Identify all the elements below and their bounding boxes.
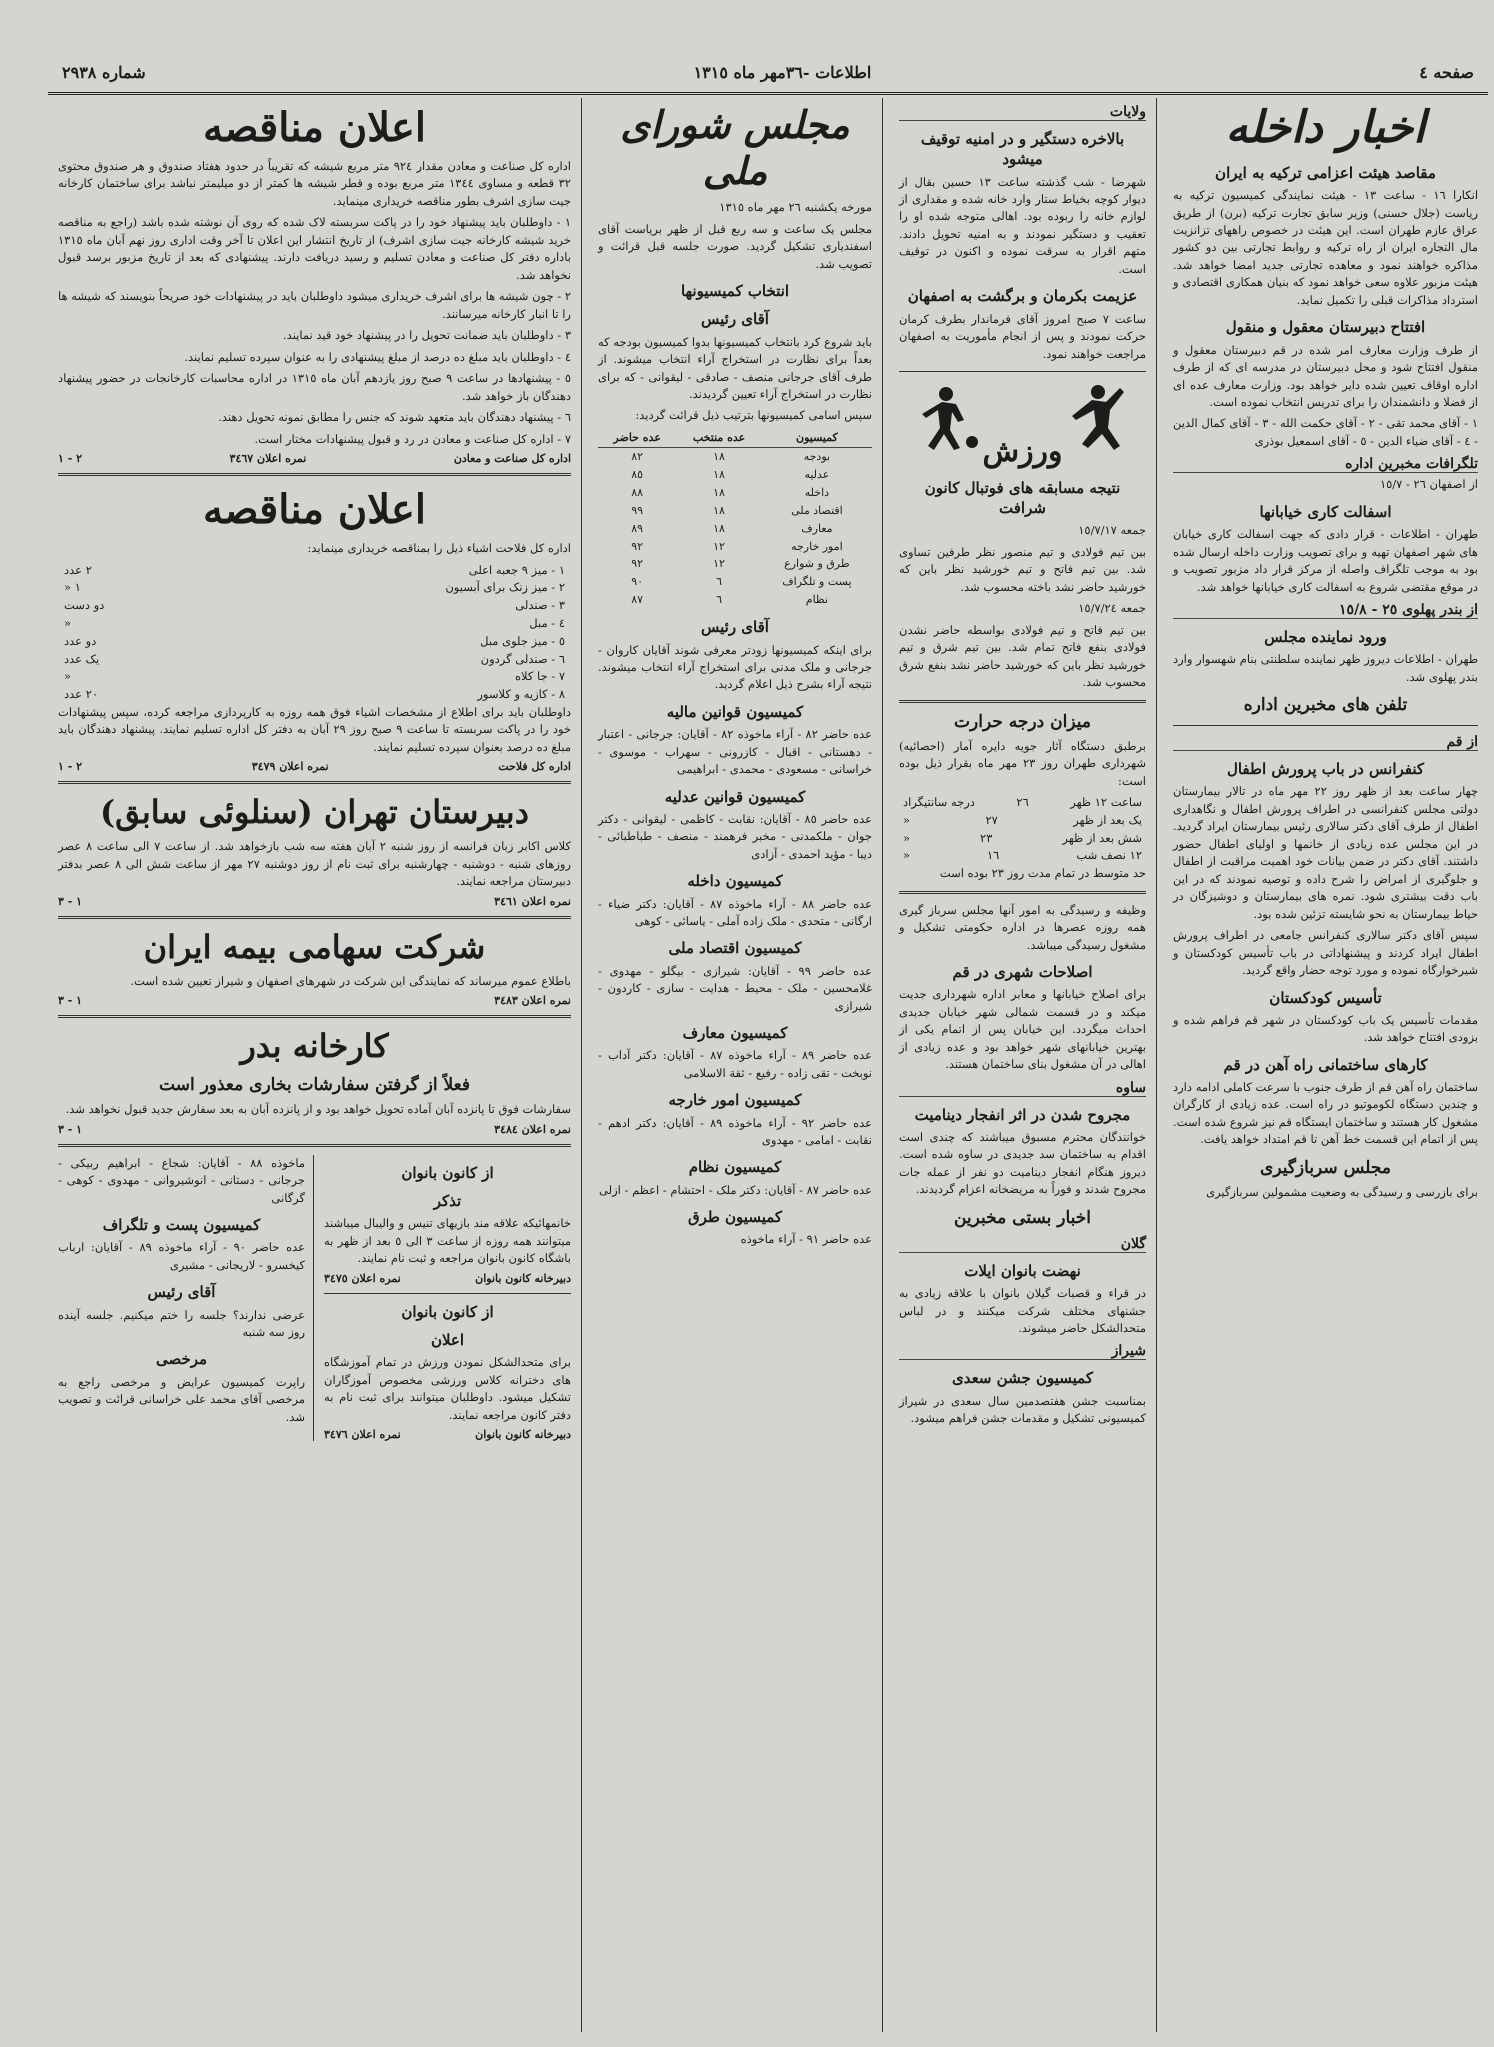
ad-number: نمره اعلان ٣٤٨٤	[494, 1122, 571, 1136]
ad-body: سفارشات فوق تا پانزده آبان آماده تحویل خواهد بود و از پانزده آبان به بعد سفارش جدید قبول نخواهد شد.	[65, 1102, 571, 1117]
issue-number: شماره ٢٩٣٨	[62, 62, 146, 82]
ad-count: ٢ - ١	[58, 452, 83, 466]
headline: کمیسیون طرق	[687, 1208, 783, 1227]
ad-title: کارخانه بدر	[240, 1027, 389, 1066]
section-label: گلان	[899, 1236, 1146, 1253]
table-row: بودجه ١٨ ٨٢	[631, 449, 831, 463]
dateline: مورخه یکشنبه ٢٦ مهر ماه ١٣١٥	[719, 200, 872, 215]
headline: کمیسیون پست و تلگراف	[102, 1216, 261, 1235]
section-label: ساوه	[899, 1080, 1146, 1097]
headline: کنفرانس در باب پرورش اطفال	[1226, 760, 1425, 779]
divider	[58, 916, 571, 919]
ad-clause: ٧ - اداره کل صناعت و معادن در رد و قبول پیشنهادات مختار است.	[254, 431, 571, 446]
dateline: جمعه ١٥/٧/١٧	[1078, 523, 1146, 538]
article-body: برطبق دستگاه آثار جویه دایره آمار (احصائیه) شهرداری طهران روز ٢٣ مهر ماه بقرار ذیل بوده است:	[899, 738, 1147, 788]
headline: بالاخره دستگیر و در امنیه توقیف میشود	[920, 130, 1125, 169]
article-body: طهران - اطلاعات دیروز ظهر نماینده سلطنتی بنام شهسوار وارد بندر پهلوی شد.	[1173, 652, 1478, 684]
table-row: معارف ١٨ ٨٩	[631, 521, 833, 535]
speaker-name: آقای رئیس	[701, 618, 769, 637]
domestic-news-column	[1163, 98, 1488, 2032]
section-label: شیراز	[899, 1343, 1146, 1360]
article-body: در قراء و قصبات گیلان بانوان با علاقه زیادی به جشنهای مختلف شرکت میکنند و در لباس متحدالشکل حاضر میشوند.	[899, 1286, 1146, 1335]
ad-title: از کانون بانوان	[401, 1163, 494, 1182]
speaker-name: آقای رئیس	[147, 1283, 216, 1302]
article-body: بین تیم فاتح و تیم فولادی بواسطه حاضر نشدن فولادی بنفع فاتح تمام شد. بین تیم شرق و تیم خورشید نظر باین که خورشید حاضر نشد بنفع شرق محسوب شد.	[899, 622, 1146, 690]
article-body: بمناسبت جشن هفتصدمین سال سعدی در شیراز کمیسیونی تشکیل و مقدمات جشن فراهم میشود.	[899, 1393, 1146, 1426]
ad-body: داوطلبان باید برای اطلاع از مشخصات اشیاء فوق همه روزه به کارپردازی مراجعه کرده، سپس پیشنهادات خود را در پاکت سربسته تا ساعت ٩ صبح روز ٢٩ آبان به دفتر کل اداره تسلیم نمایند. پیشنهاد دهندگان باید مبلغ ده درصد بعنوان سپرده تسلیم نمایند.	[58, 705, 572, 754]
ad-clause: ٥ - پیشنهادها در ساعت ٩ صبح روز یازدهم آبان ماه ١٣١٥ در اداره محاسبات کارخانجات در حضور پیشنهاد دهندگان باز خواهد شد.	[58, 371, 571, 403]
headline: تأسیس کودکستان	[1269, 988, 1382, 1007]
temperature-row: یک بعد از ظهر ٢٧ «	[903, 812, 1142, 827]
article-body: عده حاضر ٨٧ - آقایان: دکتر ملک - احتشام - اعظم - ازلی	[599, 1182, 872, 1197]
parliament-continuation	[58, 1155, 314, 1441]
ad-subtitle: فعلاً از گرفتن سفارشات بخاری معذور است	[159, 1075, 470, 1096]
domestic-news-masthead: اخبار داخله	[1225, 102, 1426, 153]
headline: افتتاح دبیرستان معقول و منقول	[1225, 318, 1426, 337]
table-row: داخله ١٨ ٨٨	[631, 485, 830, 499]
temperature-table	[899, 794, 1146, 865]
womens-club-notices	[324, 1155, 571, 1441]
headline: مجلس سربازگیری	[1260, 1157, 1391, 1178]
ad-clause: ٢ - چون شیشه ها برای اشرف خریداری میشود داوطلبان باید در پیشنهادات خود صریحاً بنویسند که شیشه ها را تا انبار کارخانه میرسانند.	[58, 289, 571, 321]
section-label: تلگرافات مخبرین اداره	[1173, 456, 1478, 473]
ad-number: نمره اعلان ٣٤٧٩	[251, 760, 329, 774]
ad-title: شرکت سهامی بیمه ایران	[143, 927, 486, 966]
item-list	[58, 562, 571, 705]
article-body: عده حاضر ٨٥ - آقایان: نقابت - کاظمی - لیقوانی - دکتر جوان - ملکمدنی - مخبر فرهمند - منصف - طباطبائی - دیبا - مؤید احمدی - آزادی	[598, 811, 872, 861]
advertisements-column	[48, 98, 582, 2032]
article-body: وظیفه و رسیدگی به امور آنها مجلس سرباز گیری همه روزه عصرها در اداره حکومتی تشکیل و مشغول رسیدگی میباشد.	[899, 902, 1146, 952]
ad-number: نمره اعلان ٣٤٨٣	[494, 994, 571, 1008]
ad-footer	[58, 895, 571, 908]
table-header-row: کمیسیون عده منتخب عده حاضر	[598, 429, 872, 447]
article-body: ساختمان راه آهن قم از طرف جنوب با سرعت کاملی ادامه دارد و چندین دستگاه لکوموتیو در راه است. عده زیادی از کارگران مشغول کار هستند و ساختمان ایستگاه قم نیز شروع شده است. پس از اتمام این قسمت خط آهن تا قم امتداد خواهد یافت.	[1173, 1079, 1478, 1147]
ad-count: ١ - ٣	[58, 1122, 83, 1136]
article-body: طهران - اطلاعات - قرار دادی که جهت اسفالت کاری خیابان های شهر اصفهان تهیه و برای تصویب وزارت داخله ارسال شده بود به موجب تلگراف واصله از مرکز قرار داد مزبور تصویب و در موقع مقتضی شروع به اسفالت کاری خیابانها خواهد شد.	[1173, 527, 1478, 594]
article-body: راپرت کمیسیون عرایض و مرخصی راجع به مرخصی آقای محمد علی خراسانی قرائت و تصویب شد.	[58, 1374, 305, 1424]
headline: کمیسیون قوانین مالیه	[666, 702, 804, 721]
ad-title: اعلان مناقصه	[202, 104, 427, 151]
headline: تلفن های مخبرین اداره	[1243, 695, 1408, 716]
headline: کمیسیون معارف	[682, 1024, 788, 1043]
ad-number: نمره اعلان ٣٤٧٥	[324, 1271, 401, 1285]
divider	[324, 1293, 571, 1294]
list-item: ٣ - صندلی دو دست	[64, 598, 565, 613]
section-label: از بندر پهلوی ٢٥ - ١٥/٨	[1173, 602, 1478, 619]
headline: نتیجه مسابقه های فوتبال کانون شرافت	[924, 478, 1121, 518]
list-item: ٥ - میز جلوی مبل دو عدد	[64, 633, 565, 648]
article-body: برای بازرسی و رسیدگی به وضعیت مشمولین سربازگیری	[1206, 1184, 1478, 1199]
headline: کمیسیون قوانین عدلیه	[664, 787, 806, 806]
article-body: برای اصلاح خیابانها و معابر اداره شهرداری جدیت میکند و در قسمت شمالی شهر خیابان جدیدی احداث میگردد. این خیابان پس از اتمام یکی از بهترین خیابانهای شهر خواهد بود و عده زیادی از اهالی در آن مشغول بنای ساختمان هستند.	[899, 987, 1146, 1072]
headline: عزیمت بکرمان و برگشت به اصفهان	[907, 287, 1138, 306]
article-body: سپس آقای دکتر سالاری کنفرانس جامعی در اطراف پرورش اطفال ایراد کردند و پیشنهاداتی در باب تأسیس کودکستان و شیرخوارگاه نموده و مورد توجه حضار واقع گردید.	[1173, 928, 1478, 978]
article-body: عده حاضر ٩١ - آراء ماخوذه	[740, 1232, 872, 1247]
headline: اخبار بستی مخبرین	[953, 1207, 1092, 1228]
article-body: مجلس یک ساعت و سه ربع قبل از ظهر بریاست آقای اسفندیاری تشکیل گردید. صورت جلسه قبل قرائت و تصویب شد.	[598, 221, 872, 271]
ad-clause: ١ - داوطلبان باید پیشنهاد خود را در پاکت سربسته لاک شده که روی آن نوشته شده باشد (راجع به مناقصه خرید شیشه کارخانه جیت سازی اشرف) از تاریخ انتشار این اعلان تا آخر وقت اداری روز نهم آبان ماه ١٣١٥ باداره دفتر کل صناعت و معادن تسلیم و رسید دریافت دارند. پیشنهادی که بعد از تاریخ مزبور برسد قبول نخواهد شد.	[58, 215, 571, 282]
article-body: باید شروع کرد بانتخاب کمیسیونها بدوا کمیسیون بودجه که بعداً برای نظارت در استخراج آراء انتخاب میشوند. از طرف آقای جرجانی منصف - صادقی - لیقوانی - که برای نظارت در استخراج آراء تعیین گردیدند.	[598, 334, 872, 401]
list-item: ٢ - میز زنک برای آبسیون ١ «	[64, 580, 565, 595]
divider	[1173, 725, 1478, 726]
headline: مرخصی	[155, 1350, 208, 1369]
ad-count: ٢ - ١	[58, 760, 83, 774]
ad-body: اداره کل صناعت و معادن مقدار ٩٢٤ متر مربع شیشه که تقریباً در حدود هفتاد صندوق و هر صندوق محتوی ٣٢ قطعه و مساوی ١٣٤٤ متر مربع بوده و قطر شیشه ها کمتر از دو میلیمتر نباشد برای ساختمان کارخانه جیت سازی اشرف بطور مناقصه خریداری مینماید.	[58, 159, 571, 208]
issue-date: اطلاعات -٣٦مهر ماه ١٣١٥	[693, 62, 872, 82]
article-body: عده حاضر ٨٢ - آراء ماخوذه ٨٢ - آقایان: جرجانی - اعتبار - دهستانی - اقبال - کازرونی - سهراب - موسوی - خراسانی - مسعودی - محمدی - ابراهیمی	[598, 727, 872, 777]
commission-table	[598, 429, 872, 609]
section-label: ولایات	[899, 104, 1146, 121]
section-label: از قم	[1173, 734, 1478, 751]
ad-clause: ٦ - پیشنهاد دهندگان باید متعهد شوند که جنس را مطابق نمونه تحویل دهند.	[218, 410, 571, 425]
article-body: ماخوذه ٨٨ - آقایان: شجاع - ابراهیم ربیکی - جرجانی - دستانی - انوشیروانی - مهدوی - کوهی - گرگانی	[58, 1155, 305, 1205]
ad-subtitle: اعلان	[430, 1330, 465, 1349]
parliament-masthead: مجلس شورای ملی	[620, 102, 850, 193]
temperature-row: شش بعد از ظهر ٢٣ «	[903, 830, 1142, 845]
ad-number: نمره اعلان ٣٤٦٧	[229, 452, 307, 466]
ad-body: باطلاع عموم میرساند که نمایندگی این شرکت در شهرهای اصفهان و شیراز تعیین شده است.	[130, 973, 571, 988]
ad-signature: دبیرخانه کانون بانوان	[475, 1427, 571, 1441]
headline: کارهای ساختمانی راه آهن در قم	[1223, 1055, 1428, 1074]
article-body: خوانندگان محترم مسبوق میباشند که چندی است اقدام به ساختمان سد جدیدی در ساوه شده است. دیروز هنگام انفجار دینامیت دو نفر از عمله جات مجروح شدند و فوراً به مریضخانه اعزام گردیدند.	[899, 1130, 1146, 1197]
article-body: برای اینکه کمیسیونها زودتر معرفی شوند آقایان کاروان - جرجانی و ملک مدنی برای استخراج آراء انتخاب میشوند. نتیجه آراء بشرح ذیل اعلام گردید.	[598, 642, 872, 692]
ad-body: اداره کل فلاحت اشیاء ذیل را بمناقصه خریداری مینماید:	[307, 541, 571, 556]
ad-body: کلاس اکابر زبان فرانسه از روز شنبه ٢ آبان هفته سه شب بازخواهد شد. از ساعت ٧ الی ساعت ٨ عصر روزهای شنبه - دوشنبه - چهارشنبه برای ثبت نام از روز دوشنبه ٢٧ مهر از ساعت شش الی ٨ عصر بدفتر دبیرستان مراجعه نمایند.	[58, 839, 572, 889]
article-body: انکارا ١٦ - ساعت ١٣ - هیئت نمایندگی کمیسیون ترکیه به ریاست (جلال حسنی) وزیر سابق تجارت ترکیه (برن) از طریق عراق عازم طهران است. این هیئت در خصوص راههای تزانزیت مال التجاره ایران از راه ترکیه و روابط تجارتی بین دو کشور مذاکره خواهند نمود و معاهده تجارتی جدید امضا خواهد شد. هیئت مزبور علاوه سعی خواهد نمود که بنیان همکاری اقتصادی و استرداد مذاکرات قبلی را تکمیل نماید.	[1173, 188, 1479, 307]
article-body: عده حاضر ٨٩ - آراء ماخوذه ٨٧ - آقایان: دکتر آداب - نوبخت - تقی زاده - رفیع - ثقة الاسلامی	[598, 1048, 872, 1080]
headline: نهضت بانوان ایلات	[964, 1261, 1081, 1280]
ad-number: نمره اعلان ٣٤٦١	[494, 894, 571, 908]
headline: ورود نماینده مجلس	[1264, 627, 1387, 646]
table-row: امور خارجه ١٢ ٩٢	[631, 539, 843, 553]
page-header	[48, 52, 1488, 95]
article-body: حد متوسط در تمام مدت روز ٢٣ بوده است	[939, 866, 1146, 881]
list-item: ٦ - صندلی گردون یک عدد	[64, 651, 565, 666]
ad-title: دبیرستان تهران (سنلوئی سابق)	[100, 793, 529, 832]
speaker-name: آقای رئیس	[701, 310, 769, 329]
bottom-subcolumns	[58, 1155, 571, 1441]
ad-footer	[58, 1123, 571, 1136]
list-item: ١ - میز ٩ جعبه اعلی ٢ عدد	[64, 562, 565, 577]
ad-subtitle: تذکر	[433, 1191, 462, 1210]
article-body: ١ - آقای محمد تقی - ٢ - آقای حکمت الله - ٣ - آقای کمال الدین - ٤ - آقای ضیاء الدین - ٥ - آقای اسمعیل بوذری	[1173, 416, 1478, 448]
sports-illustration	[899, 380, 1146, 470]
headline: اصلاحات شهری در قم	[952, 963, 1093, 982]
table-row: عدلیه ١٨ ٨٥	[631, 467, 830, 481]
divider	[58, 781, 571, 784]
headline: اسفالت کاری خیابانها	[1259, 502, 1392, 521]
dateline: جمعه ١٥/٧/٢٤	[1078, 601, 1146, 616]
ad-signature: اداره کل صناعت و معادن	[453, 452, 571, 466]
ad-footer	[324, 1272, 571, 1285]
provinces-column	[889, 98, 1157, 2032]
article-body: سپس اسامی کمیسیونها بترتیب ذیل قرائت گردید:	[635, 408, 872, 423]
article-body: عده حاضر ٩٢ - آراء ماخوذه ٨٩ - آقایان: دکتر ادهم - نقابت - امامی - مهدوی	[598, 1115, 872, 1147]
list-item: ٨ - کازیه و کلاسور ٢٠ عدد	[64, 687, 565, 702]
divider	[58, 473, 571, 476]
headline: مجروح شدن در اثر انفجار دینامیت	[914, 1105, 1131, 1124]
list-item: ٤ - مبل «	[64, 615, 565, 630]
article-body: از طرف وزارت معارف امر شده در قم دبیرستان معقول و منقول افتتاح شود و محل دبیرستان در مدرسه ای که از طرف اداره اوقاف تعیین شده دایر خواهد بود. وزارت معارف عده ای از فضلا و دانشمندان را برای تدریس انتخاب نموده است.	[1173, 342, 1478, 409]
ad-count: ١ - ٣	[58, 894, 83, 908]
ad-footer	[324, 1428, 571, 1441]
article-body: عده حاضر ٩٠ - آراء ماخوذه ٨٩ - آقایان: ارباب کیخسرو - لاریجانی - مشیری	[58, 1240, 305, 1272]
dateline: از اصفهان ٢٦ - ١٥/٧	[1379, 477, 1478, 492]
ad-footer	[58, 994, 571, 1007]
headline: کمیسیون اقتصاد ملی	[668, 939, 802, 958]
ad-clause: ٤ - داوطلبان باید مبلغ ده درصد از مبلغ پیشنهادی را به عنوان سپرده تسلیم نمایند.	[184, 349, 571, 364]
table-row: نظام ٦ ٨٧	[631, 593, 829, 607]
divider	[58, 1015, 571, 1018]
sports-section-title: ورزش	[982, 433, 1063, 469]
divider	[899, 891, 1146, 894]
headline: مقاصد هیئت اعزامی ترکیه به ایران	[1215, 163, 1436, 182]
page-number: صفحه ٤	[1419, 62, 1474, 82]
ad-body: خانمهائیکه علاقه مند بازیهای تنیس و والیبال میباشند میتوانند همه روزه از ساعت ٣ الی ٥ بعد از ظهر به باشگاه کانون بانوان مراجعه و ثبت نام نمایند.	[324, 1216, 571, 1266]
ad-signature: اداره کل فلاحت	[498, 760, 571, 774]
list-item: ٧ - جا کلاه «	[64, 669, 565, 684]
table-row: اقتصاد ملی ١٨ ٩٩	[631, 503, 843, 517]
article-body: عرضی ندارند؟ جلسه را ختم میکنیم. جلسه آینده روز سه شنبه	[58, 1307, 305, 1339]
headline: کمیسیون داخله	[687, 872, 783, 891]
article-body: شهرضا - شب گذشته ساعت ١٣ حسین بقال از دیوار کوچه بخیاط ستار وارد خانه شده و مقداری از لوازم خانه را ربوده بود. اهالی متوجه شده او را تعقیب و دستگیر نمودند و به امنیه تحویل دادند. متهم اقرار به سرقت نموده و اکنون در توقیف است.	[899, 174, 1147, 276]
headline: انتخاب کمیسیونها	[680, 282, 790, 301]
article-body: چهار ساعت بعد از ظهر روز ٢٢ مهر ماه در تالار بیمارستان دولتی مجلس کنفرانسی در اطراف پرورش اطفال و نگاهداری اطفال از طرف آقای دکتر سالاری رئیس بیمارستان ایراد گردید. در این مجلس عده زیادی از خانمها و اولیای اطفال حضور داشتند. آقای دکتر در ضمن بیانات خود اهمیت مراقبت از اطفال و جلوگیری از امراض را شرح داده و توصیه نمودند که در این باب دقت بیشتری شود. نمره های بیمارستان و دوشیزگان در حیاط بیمارستان به نحو شایسته تزئین شده بود.	[1173, 784, 1479, 921]
ad-footer	[58, 452, 571, 465]
ad-title: از کانون بانوان	[401, 1302, 494, 1321]
headline: میزان درجه حرارت	[954, 711, 1091, 732]
headline: کمیسیون نظام	[688, 1158, 782, 1177]
ad-signature: دبیرخانه کانون بانوان	[475, 1271, 571, 1285]
article-body: عده حاضر ٩٩ - آقایان: شیرازی - بیگلو - مهدوی - غلامحسین - ملک - محیط - هدایت - سازی - کاردون - شیرازی	[598, 963, 872, 1013]
divider	[58, 1144, 571, 1147]
newspaper-page	[48, 52, 1488, 2042]
temperature-row: ساعت ١٢ ظهر ٢٦ درجه سانتیگراد	[903, 795, 1142, 810]
ad-title: اعلان مناقصه	[202, 486, 427, 534]
temperature-row: ١٢ نصف شب ١٦ «	[903, 848, 1142, 863]
table-row: طرق و شوارع ١٢ ٩٢	[631, 557, 850, 571]
ad-body: برای متحدالشکل نمودن ورزش در تمام آموزشگاه های دخترانه کلاس ورزشی مخصوص آموزگاران تشکیل میشود. داوطلبان میتوانند برای ثبت نام به دفتر کانون مراجعه نمایند.	[324, 1355, 571, 1422]
article-body: ساعت ٧ صبح امروز آقای فرماندار بطرف کرمان حرکت نمودند و پس از انجام مأموریت به اصفهان مراجعت خواهند نمود.	[899, 311, 1147, 361]
headline: کمیسیون جشن سعدی	[952, 1369, 1093, 1388]
ad-count: ١ - ٣	[58, 994, 83, 1008]
article-body: عده حاضر ٨٨ - آراء ماخوذه ٨٧ - آقایان: دکتر ضیاء - ارگانی - متحدی - ملک زاده آملی - یاسائی - کوهی	[598, 896, 872, 928]
parliament-column	[588, 98, 883, 2032]
ad-number: نمره اعلان ٣٤٧٦	[324, 1427, 401, 1441]
article-body: مقدمات تأسیس یک باب کودکستان در شهر قم فراهم شده و بزودی افتتاح خواهد شد.	[1173, 1012, 1478, 1045]
divider	[899, 700, 1146, 703]
ad-footer	[58, 760, 571, 773]
divider	[899, 371, 1146, 372]
ad-clause: ٣ - داوطلبان باید ضمانت تحویل را در پیشنهاد خود قید نمایند.	[283, 328, 571, 343]
article-body: بین تیم فولادی و تیم منصور نظر طرفین تساوی شد. بین تیم فاتح و تیم خورشید نظر باین که خورشید حاضر نشد باخته محسوب شد.	[899, 544, 1146, 594]
table-row: پست و تلگراف ٦ ٩٠	[631, 575, 852, 589]
headline: کمیسیون امور خارجه	[668, 1091, 802, 1110]
